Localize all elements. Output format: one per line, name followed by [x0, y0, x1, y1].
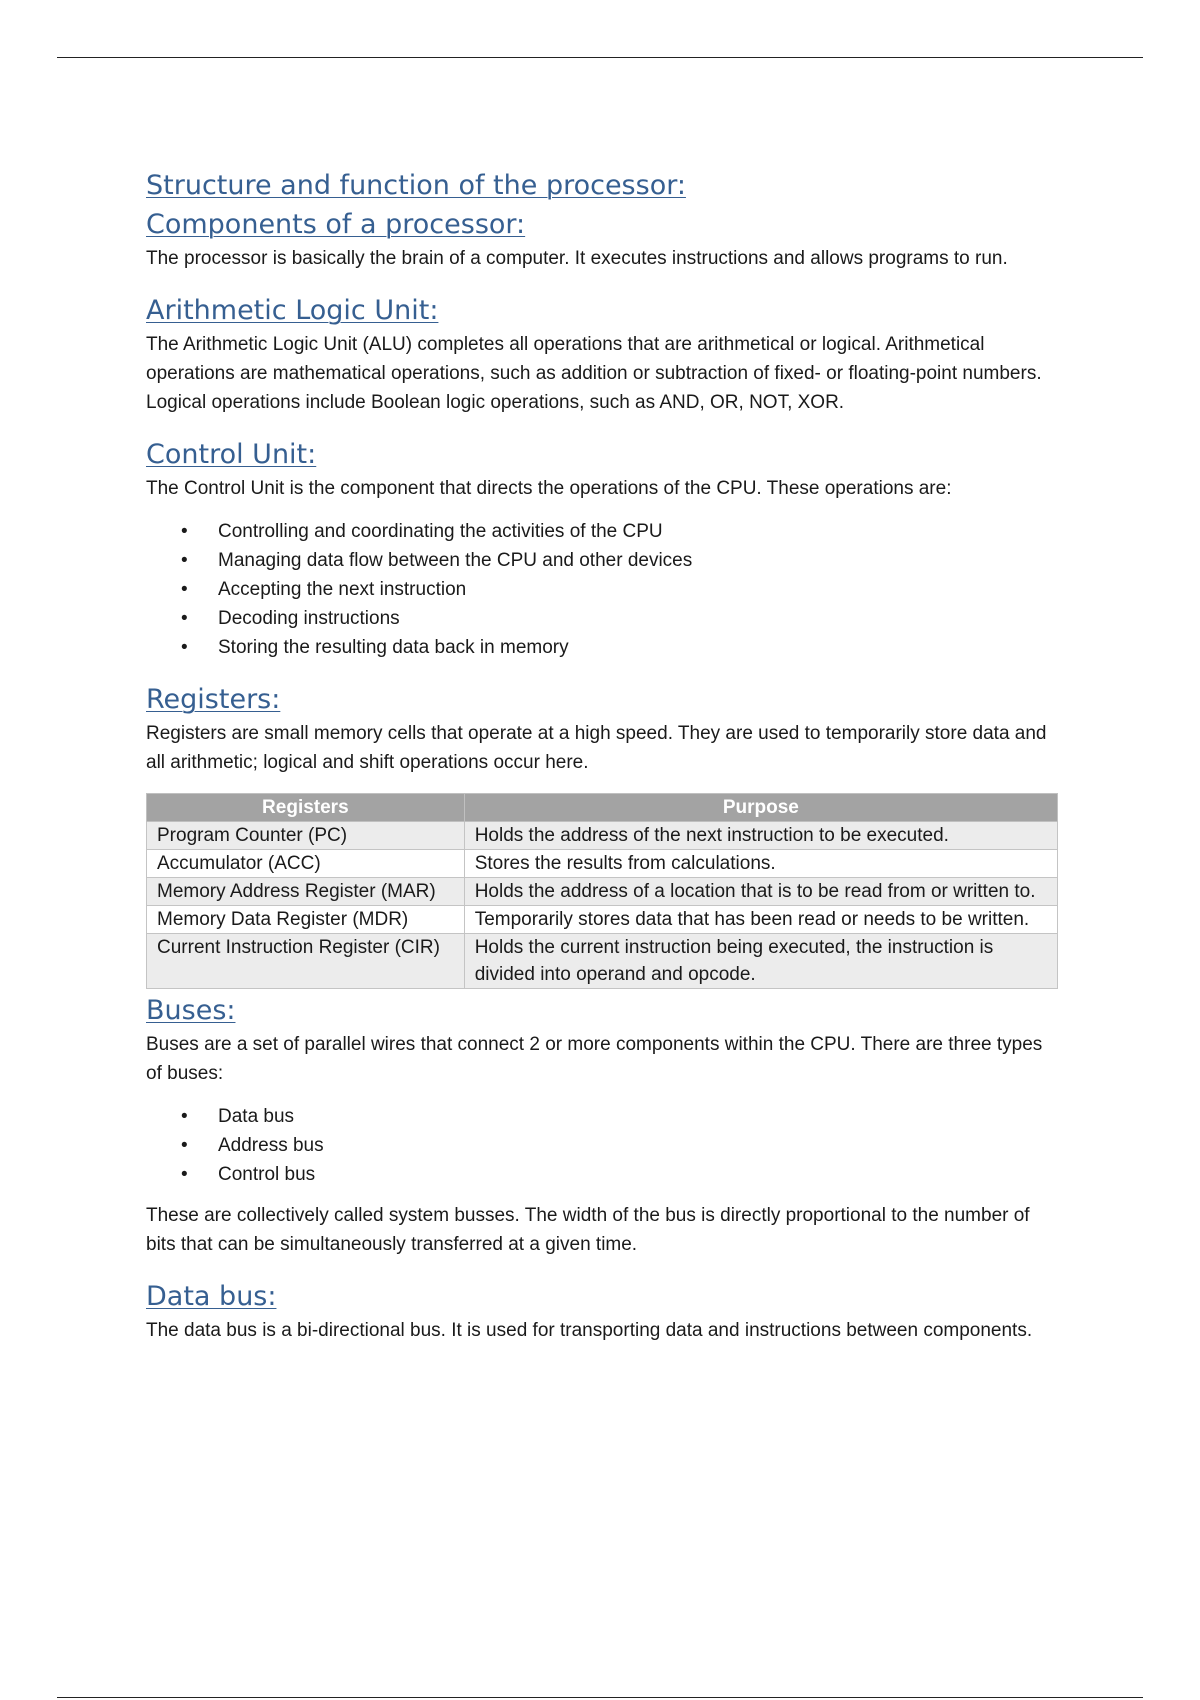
table-row	[147, 934, 1058, 989]
paragraph-alu: The Arithmetic Logic Unit (ALU) completes all operations that are arithmetical or logical. Arithmetical operations are mathematical operations, such as addition or subtraction of fixed- or floating-point numbers. Logical operations include Boolean logic operations, such as AND, OR, NOT, XOR.	[146, 334, 1042, 413]
paragraph-data-bus: The data bus is a bi-directional bus. It is used for transporting data and instructions between components.	[146, 1320, 1033, 1341]
list-item	[146, 517, 1058, 546]
list-item	[146, 1160, 1058, 1189]
table-cell-register: Memory Data Register (MDR)	[147, 906, 465, 934]
paragraph-buses: Buses are a set of parallel wires that connect 2 or more components within the CPU. There are three types of buses:	[146, 1034, 1043, 1084]
table-cell-purpose: Holds the address of a location that is to be read from or written to.	[464, 878, 1057, 906]
list-item-text: Address bus	[218, 1135, 324, 1156]
list-item-text: Data bus	[218, 1106, 295, 1127]
table-cell-purpose: Stores the results from calculations.	[464, 850, 1057, 878]
bullet-icon: •	[181, 521, 188, 542]
list-item-text: Managing data flow between the CPU and other devices	[218, 550, 693, 571]
bullet-icon: •	[181, 579, 188, 600]
heading-components: Components of a processor:	[146, 209, 526, 240]
bullet-icon: •	[181, 550, 188, 571]
list-item-text: Storing the resulting data back in memory	[218, 637, 569, 658]
document-title: Structure and function of the processor:	[146, 170, 686, 201]
heading-data-bus: Data bus:	[146, 1281, 277, 1312]
table-cell-register: Memory Address Register (MAR)	[147, 878, 465, 906]
table-cell-register: Program Counter (PC)	[147, 822, 465, 850]
bullet-icon: •	[181, 1106, 188, 1127]
column-header-purpose: Purpose	[464, 794, 1057, 822]
paragraph-components: The processor is basically the brain of a computer. It executes instructions and allows programs to run.	[146, 248, 1008, 269]
list-item	[146, 1102, 1058, 1131]
table-row	[147, 850, 1058, 878]
table-row	[147, 878, 1058, 906]
list-item-text: Controlling and coordinating the activities of the CPU	[218, 521, 663, 542]
paragraph-registers: Registers are small memory cells that operate at a high speed. They are used to temporarily store data and all arithmetic; logical and shift operations occur here.	[146, 723, 1047, 773]
list-item	[146, 575, 1058, 604]
list-item	[146, 633, 1058, 662]
list-item	[146, 1131, 1058, 1160]
table-row	[147, 906, 1058, 934]
bullet-icon: •	[181, 637, 188, 658]
paragraph-control-unit: The Control Unit is the component that directs the operations of the CPU. These operations are:	[146, 478, 952, 499]
buses-list	[146, 1102, 1058, 1189]
list-item	[146, 546, 1058, 575]
bullet-icon: •	[181, 1164, 188, 1185]
table-cell-purpose: Temporarily stores data that has been read or needs to be written.	[464, 906, 1057, 934]
heading-buses: Buses:	[146, 995, 236, 1026]
column-header-registers: Registers	[147, 794, 465, 822]
document-body	[146, 166, 1058, 1345]
table-cell-register: Current Instruction Register (CIR)	[147, 934, 465, 989]
heading-control-unit: Control Unit:	[146, 439, 317, 470]
table-cell-register: Accumulator (ACC)	[147, 850, 465, 878]
table-cell-purpose: Holds the address of the next instruction to be executed.	[464, 822, 1057, 850]
list-item	[146, 604, 1058, 633]
control-unit-list	[146, 517, 1058, 662]
list-item-text: Control bus	[218, 1164, 316, 1185]
header-rule	[57, 57, 1143, 58]
list-item-text: Decoding instructions	[218, 608, 400, 629]
table-cell-purpose: Holds the current instruction being executed, the instruction is divided into operand and opcode.	[464, 934, 1057, 989]
heading-registers: Registers:	[146, 684, 281, 715]
heading-alu: Arithmetic Logic Unit:	[146, 295, 439, 326]
paragraph-system-busses: These are collectively called system busses. The width of the bus is directly proportional to the number of bits that can be simultaneously transferred at a given time.	[146, 1205, 1030, 1255]
table-row	[147, 822, 1058, 850]
footer-rule	[57, 1697, 1143, 1698]
table-header-row	[147, 794, 1058, 822]
bullet-icon: •	[181, 1135, 188, 1156]
list-item-text: Accepting the next instruction	[218, 579, 467, 600]
bullet-icon: •	[181, 608, 188, 629]
registers-table	[146, 793, 1058, 989]
